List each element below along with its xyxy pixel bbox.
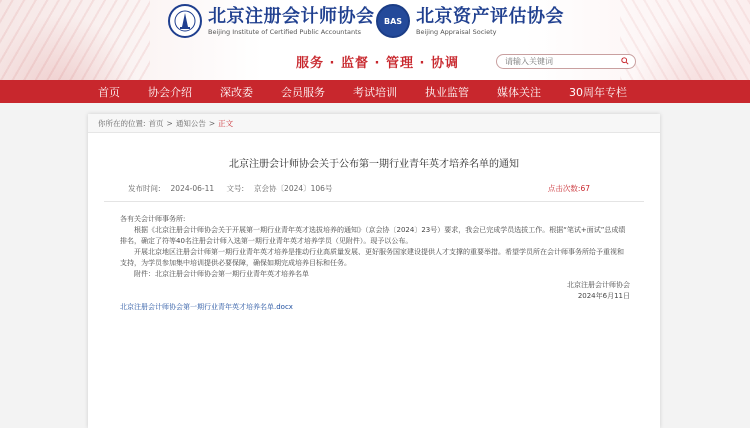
breadcrumb [88, 114, 660, 133]
breadcrumb-separator: > [166, 118, 173, 128]
article-meta [128, 183, 590, 194]
breadcrumb-section[interactable]: 通知公告 [175, 118, 206, 128]
slogan: 服务 · 监督 · 管理 · 协调 [296, 56, 459, 71]
article-body [120, 214, 630, 313]
doc-number-label: 文号: [226, 184, 245, 193]
nav-item-exam-training[interactable]: 考试培训 [353, 85, 397, 99]
salutation: 各有关会计师事务所: [120, 215, 186, 223]
org1-name-en: Beijing Institute of Certified Public Accountants [208, 28, 362, 36]
org2-name-en: Beijing Appraisal Society [416, 28, 497, 36]
publish-label: 发布时间: [128, 184, 161, 193]
paragraph-2: 开展北京地区注册会计师第一期行业青年英才培养是推动行业高质量发展、更好服务国家建设提供人才支撑的重要举措。希望学员所在会计师事务所给予重视和支持，为学员参加集中培训提供必要保障，确保如期完成培养目标和任务。 [120, 248, 624, 267]
nav-item-home[interactable]: 首页 [98, 85, 120, 99]
search-input[interactable] [505, 57, 615, 66]
meta-divider [104, 201, 644, 202]
breadcrumb-separator: > [208, 118, 216, 128]
breadcrumb-current: 正文 [218, 118, 234, 128]
nav-item-30th-anniversary[interactable]: 30周年专栏 [569, 85, 627, 99]
publish-date: 2024-06-11 [170, 184, 215, 193]
bas-logo-icon [376, 4, 410, 38]
org1-name: 北京注册会计师协会 [208, 6, 375, 27]
nav-item-member-services[interactable]: 会员服务 [281, 85, 325, 99]
breadcrumb-prefix: 你所在的位置: [98, 118, 146, 128]
nav-item-reform[interactable]: 深改委 [220, 85, 253, 99]
header-decoration-right [620, 0, 750, 80]
org-beijing-cpa[interactable] [168, 4, 375, 38]
breadcrumb-home[interactable]: 首页 [148, 118, 164, 128]
doc-number: 京会协〔2024〕106号 [254, 184, 333, 193]
main-nav [0, 80, 750, 103]
nav-item-about[interactable]: 协会介绍 [148, 85, 192, 99]
article-panel [88, 114, 660, 428]
org-beijing-appraisal[interactable] [376, 4, 564, 38]
search-box[interactable] [496, 54, 636, 69]
attachment-note: 附件：北京注册会计师协会第一期行业青年英才培养名单 [134, 270, 309, 278]
nav-item-supervision[interactable]: 执业监管 [425, 85, 469, 99]
cpa-logo-icon [168, 4, 202, 38]
bas-logo-text: BAS [383, 16, 403, 26]
header-decoration-left [0, 0, 150, 80]
paragraph-1: 根据《北京注册会计师协会关于开展第一期行业青年英才选拔培养的通知》（京会协〔2024〕23号）要求，我会已完成学员选拔工作。根据“笔试+面试”总成绩排名，确定了符等40名注册会计师入选第一期行业青年英才培养学员（见附件）。现予以公布。 [120, 226, 626, 245]
signature-date: 2024年6月11日 [577, 292, 630, 300]
nav-item-media[interactable]: 媒体关注 [497, 85, 541, 99]
site-header [0, 0, 750, 80]
signature-org: 北京注册会计师协会 [567, 281, 630, 289]
search-icon[interactable] [621, 57, 629, 65]
hits-count: 67 [580, 184, 590, 193]
article-title: 北京注册会计师协会关于公布第一期行业青年英才培养名单的通知 [229, 159, 519, 170]
org2-name: 北京资产评估协会 [416, 6, 564, 27]
hits-label: 点击次数: [547, 184, 581, 193]
attachment-download-link[interactable]: 北京注册会计师协会第一期行业青年英才培养名单.docx [120, 303, 293, 311]
